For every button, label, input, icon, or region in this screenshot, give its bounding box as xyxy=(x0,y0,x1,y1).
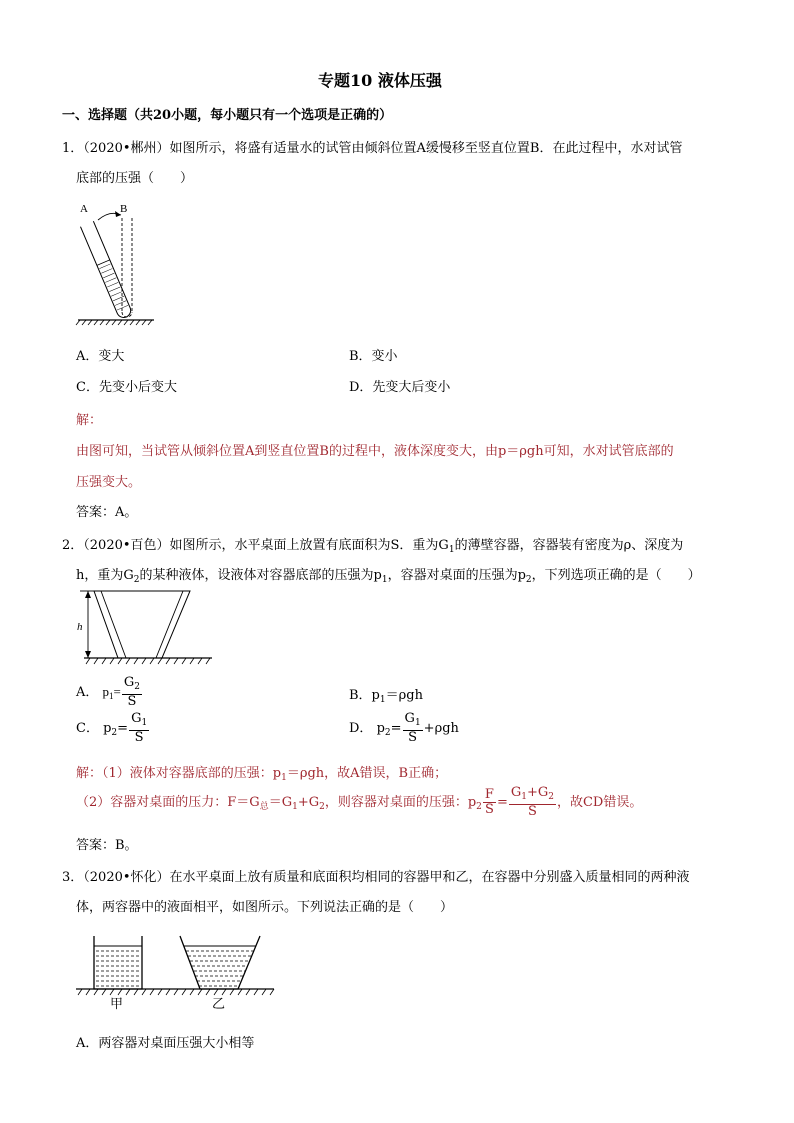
ground-surface xyxy=(76,320,154,325)
q1-option-a[interactable]: A．变大 xyxy=(76,349,125,364)
page-title: 专题10 液体压强 xyxy=(318,71,442,90)
tilted-tube-a xyxy=(80,221,132,319)
container-yi xyxy=(180,936,260,989)
q3-option-a[interactable]: A．两容器对桌面压强大小相等 xyxy=(76,1036,255,1051)
q1-solution-heading: 解： xyxy=(76,413,103,428)
q1-solution-line2: 压强变大。 xyxy=(76,475,142,490)
q2-option-c[interactable]: C． $p_2=$ $\frac{G_1}{S}$ xyxy=(76,711,148,745)
q1-stem-line2: 底部的压强（ ） xyxy=(76,171,194,186)
q2-container-figure xyxy=(74,588,214,666)
ground-surface xyxy=(76,989,274,995)
q1-option-b[interactable]: B．变小 xyxy=(349,349,398,364)
q2-solution-line2: （2）容器对桌面的压力：$F=G_总=G_1+G_2$，则容器对桌面的压强：$p_2$ $\frac{F}{S}$ = $\frac{G_1+G_2}{S}$ ，故CD错误。 xyxy=(76,785,643,819)
ground-surface xyxy=(84,658,212,664)
q3-stem-line1: 3．（2020•怀化）在水平桌面上放有质量和底面积均相同的容器甲和乙，在容器中分别盛入质量相同的两种液 xyxy=(62,870,690,885)
q2-option-d[interactable]: D． $p_2=$ $\frac{G_1}{S}$ +ρgh xyxy=(349,711,459,745)
fig-label-b: B xyxy=(120,203,128,215)
q2-stem-line1: 2．（2020•百色）如图所示，水平桌面上放置有底面积为S．重为$G_1$的薄壁容器，容器装有密度为ρ、深度为 xyxy=(62,538,684,555)
q1-solution-line1: 由图可知，当试管从倾斜位置A到竖直位置B的过程中，液体深度变大，由p＝ρgh可知，水对试管底部的 xyxy=(76,444,674,459)
vertical-position-b xyxy=(122,218,132,317)
q1-option-c[interactable]: C．先变小后变大 xyxy=(76,380,177,395)
q1-answer: 答案：A。 xyxy=(76,505,138,520)
section-heading: 一、选择题（共20小题，每小题只有一个选项是正确的） xyxy=(62,108,393,123)
q3-stem-line2: 体，两容器中的液面相平，如图所示。下列说法正确的是（ ） xyxy=(76,900,454,915)
q1-test-tube-figure xyxy=(74,200,164,325)
q2-option-b[interactable]: B．$p_1=\rho gh$ xyxy=(349,688,423,705)
container-jia xyxy=(94,936,142,989)
height-label: h xyxy=(77,621,83,633)
q2-stem-line2: h，重为$G_2$的某种液体，设液体对容器底部的压强为$p_1$，容器对桌面的压强为$p_2$，下列选项正确的是（ ） xyxy=(76,568,701,585)
fig-label-a: A xyxy=(80,203,88,215)
label-yi: 乙 xyxy=(212,997,226,1012)
q3-containers-figure xyxy=(74,932,279,1014)
label-jia: 甲 xyxy=(110,997,124,1012)
q2-answer: 答案：B。 xyxy=(76,838,138,853)
trapezoid-container xyxy=(94,591,190,658)
q2-solution-line1: 解：（1）液体对容器底部的压强：$p_1=\rho gh$，故A错误，B正确； xyxy=(76,766,448,783)
q1-option-d[interactable]: D．先变大后变小 xyxy=(349,380,451,395)
q1-stem-line1: 1．（2020•郴州）如图所示，将盛有适量水的试管由倾斜位置A缓慢移至竖直位置B．在此过程中，水对试管 xyxy=(62,141,683,156)
q2-option-a[interactable]: A． $p_1=$ $\frac{G_2}{S}$ xyxy=(76,675,140,709)
